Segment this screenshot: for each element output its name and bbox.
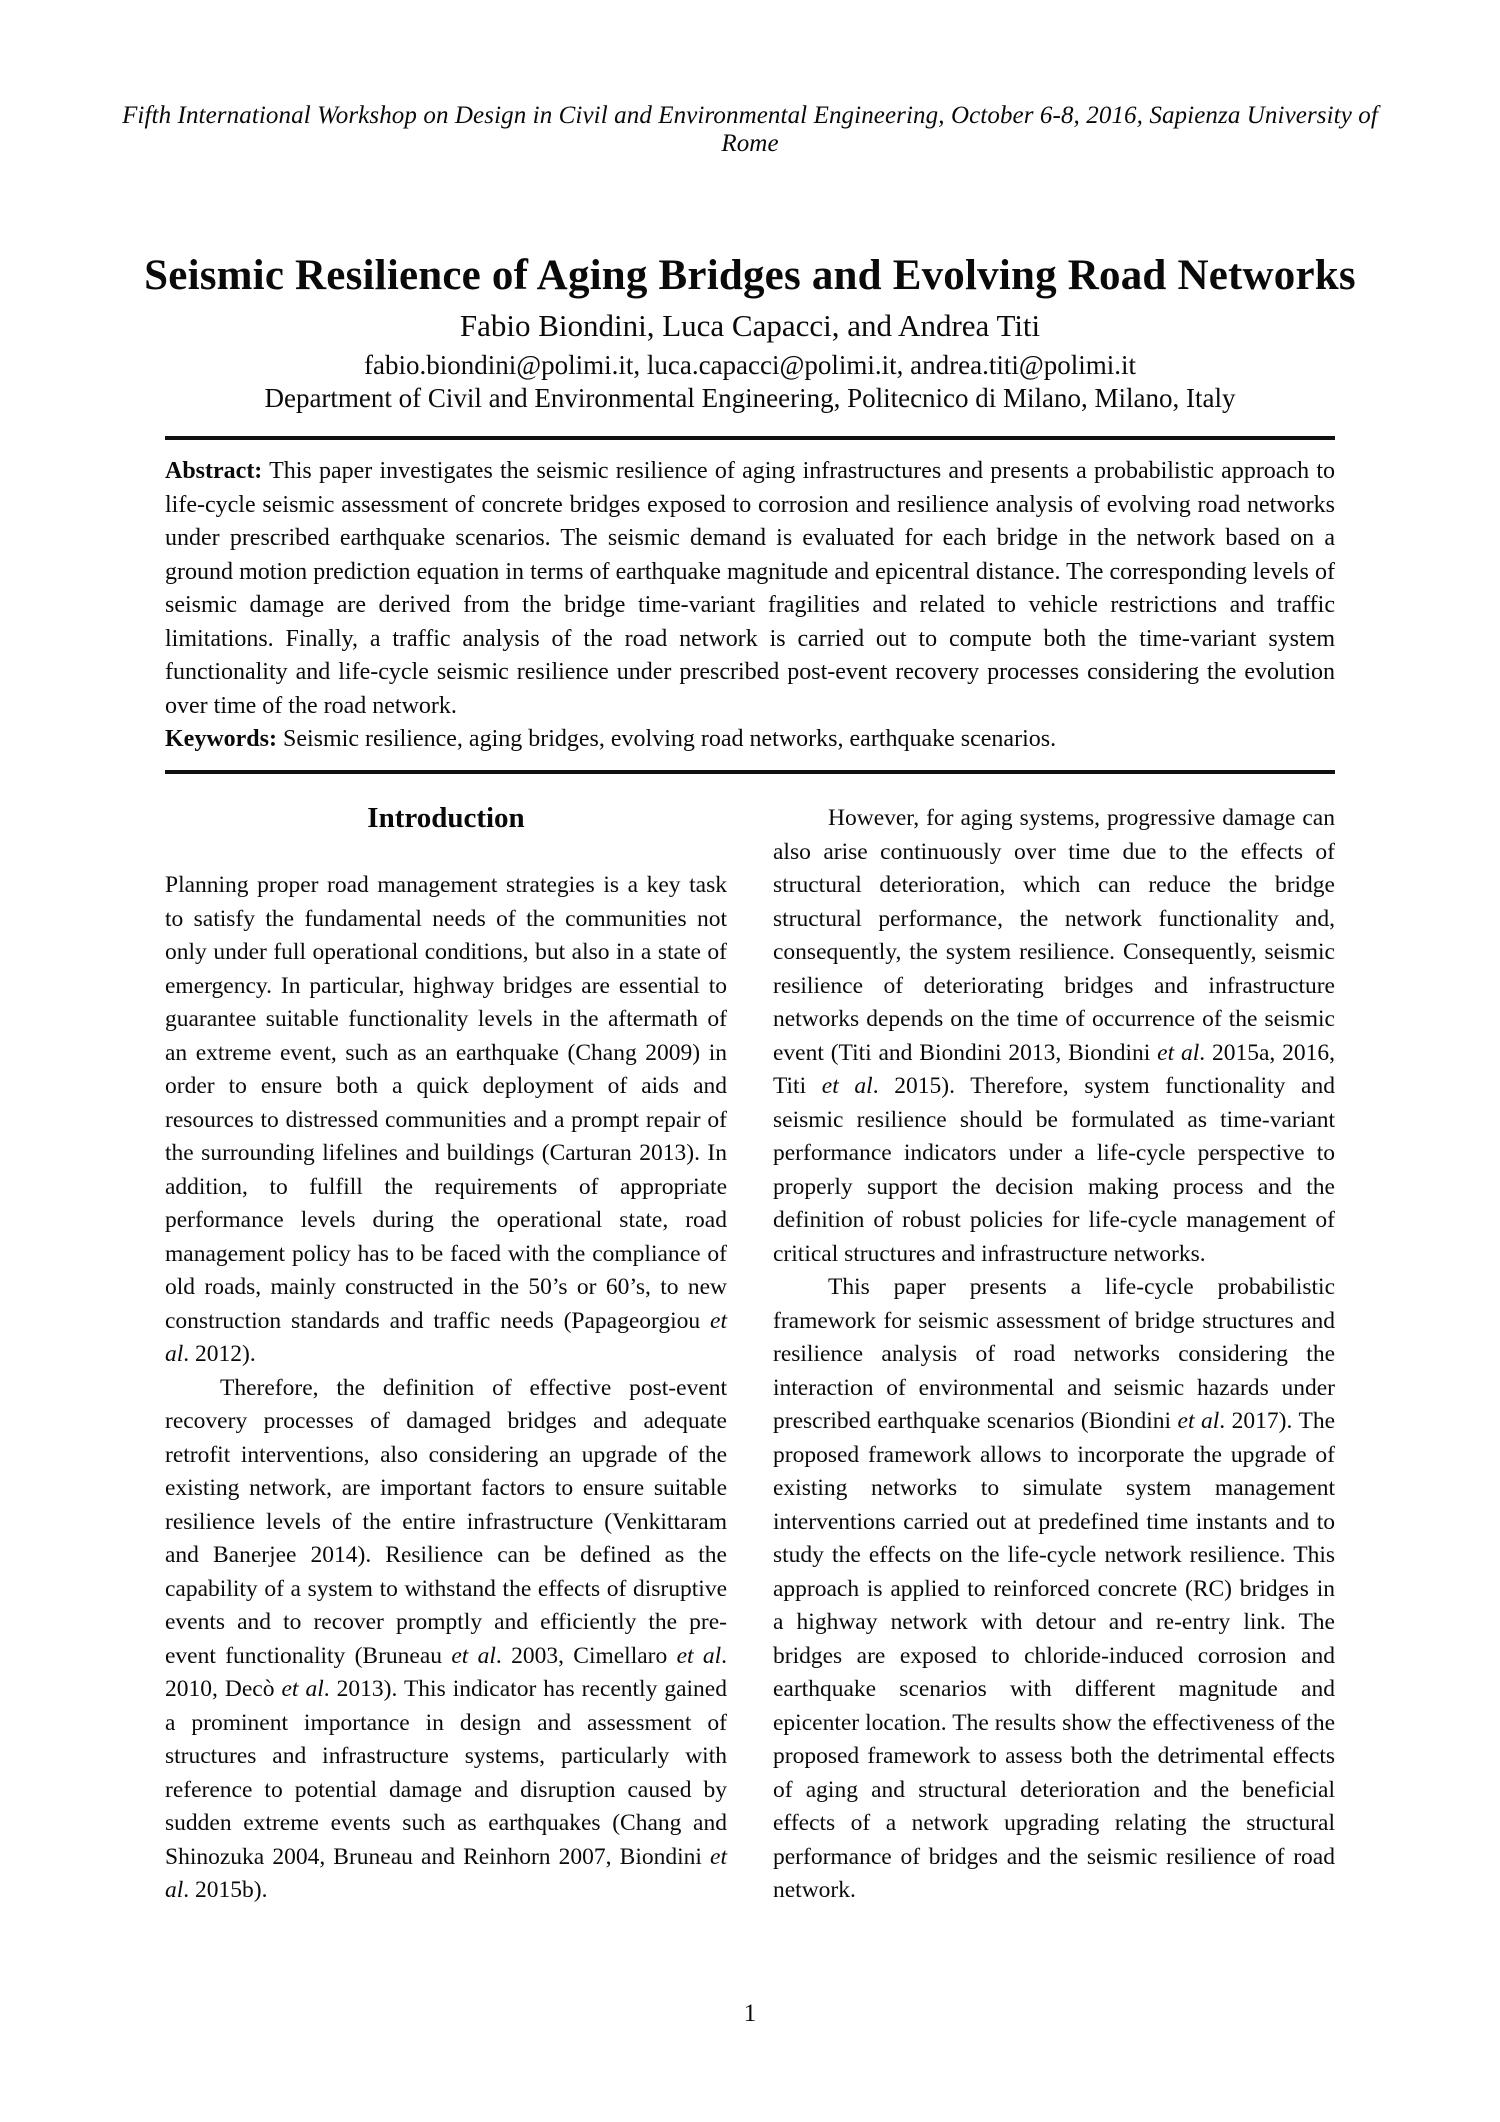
abstract-paragraph	[165, 455, 1335, 723]
introduction-heading: Introduction	[367, 802, 525, 834]
intro-paragraph-4: This paper presents a life-cycle probabilistic framework for seismic assessment of bridge structures and resilience analysis of road networks considering the interaction of environmental and seismic hazards under prescribed earthquake scenarios (Biondini et al. 2017). The proposed framework allows to incorporate the upgrade of existing networks to simulate system management interventions carried out at predefined time instants and to study the effects on the life-cycle network resilience. This approach is applied to reinforced concrete (RC) bridges in a highway network with detour and re-entry link. The bridges are exposed to chloride-induced corrosion and earthquake scenarios with different magnitude and epicenter location. The results show the effectiveness of the proposed framework to assess both the detrimental effects of aging and structural deterioration and the beneficial effects of a network upgrading relating the structural performance of bridges and the seismic resilience of road network.	[773, 1274, 1336, 1903]
author-emails: fabio.biondini@polimi.it, luca.capacci@polimi.it, andrea.titi@polimi.it	[364, 350, 1136, 380]
right-column	[773, 802, 1335, 1908]
intro-paragraph-2: Therefore, the definition of effective post-event recovery processes of damaged bridges and adequate retrofit interventions, also considering an upgrade of the existing network, are important factors to ensure suitable resilience levels of the entire infrastructure (Venkittaram and Banerjee 2014). Resilience can be defined as the capability of a system to withstand the effects of disruptive events and to recover promptly and efficiently the pre-event functionality (Bruneau et al. 2003, Cimellaro et al. 2010, Decò et al. 2013). This indicator has recently gained a prominent importance in design and assessment of structures and infrastructure systems, particularly with reference to potential damage and disruption caused by sudden extreme events such as earthquakes (Chang and Shinozuka 2004, Bruneau and Reinhorn 2007, Biondini et al. 2015b).	[165, 1374, 727, 1903]
horizontal-rule-top	[165, 436, 1335, 440]
intro-paragraph-1: Planning proper road management strategies is a key task to satisfy the fundamental needs of the communities not only under full operational conditions, but also in a state of emergency. In particular, highway bridges are essential to guarantee suitable functionality levels in the aftermath of an extreme event, such as an earthquake (Chang 2009) in order to ensure both a quick deployment of aids and resources to distressed communities and a prompt repair of the surrounding lifelines and buildings (Carturan 2013). In addition, to fulfill the requirements of appropriate performance levels during the operational state, road management policy has to be faced with the compliance of old roads, mainly constructed in the 50’s or 60’s, to new construction standards and traffic needs (Papageorgiou et al. 2012).	[165, 872, 727, 1367]
front-matter	[165, 455, 1335, 757]
page-number: 1	[743, 2000, 757, 2027]
running-header: Fifth International Workshop on Design in Civil and Environmental Engineering, October 6-8, 2016, Sapienza University of Rome	[122, 102, 1378, 157]
two-column-body	[165, 802, 1335, 1908]
authors-line: Fabio Biondini, Luca Capacci, and Andrea Titi	[459, 308, 1041, 343]
abstract-text: This paper investigates the seismic resilience of aging infrastructures and presents a probabilistic approach to life-cycle seismic assessment of concrete bridges exposed to corrosion and resilience analysis of evolving road networks under prescribed earthquake scenarios. The seismic demand is evaluated for each bridge in the network based on a ground motion prediction equation in terms of earthquake magnitude and epicentral distance. The corresponding levels of seismic damage are derived from the bridge time-variant fragilities and related to vehicle restrictions and traffic limitations. Finally, a traffic analysis of the road network is carried out to compute both the time-variant system functionality and life-cycle seismic resilience under prescribed post-event recovery processes considering the evolution over time of the road network.	[165, 458, 1335, 719]
abstract-label: Abstract:	[165, 458, 263, 484]
intro-paragraph-3: However, for aging systems, progressive damage can also arise continuously over time due to the effects of structural deterioration, which can reduce the bridge structural performance, the network functionality and, consequently, the system resilience. Consequently, seismic resilience of deteriorating bridges and infrastructure networks depends on the time of occurrence of the seismic event (Titi and Biondini 2013, Biondini et al. 2015a, 2016, Titi et al. 2015). Therefore, system functionality and seismic resilience should be formulated as time-variant performance indicators under a life-cycle perspective to properly support the decision making process and the definition of robust policies for life-cycle management of critical structures and infrastructure networks.	[773, 805, 1335, 1267]
keywords-text: Seismic resilience, aging bridges, evolving road networks, earthquake scenarios.	[282, 726, 1057, 752]
keywords-paragraph	[165, 723, 1335, 757]
paper-title: Seismic Resilience of Aging Bridges and Evolving Road Networks	[144, 251, 1356, 299]
left-column	[165, 802, 727, 1908]
horizontal-rule-bottom	[165, 770, 1335, 774]
affiliation-line: Department of Civil and Environmental Engineering, Politecnico di Milano, Milano, Italy	[264, 383, 1236, 413]
keywords-label: Keywords:	[165, 726, 277, 752]
